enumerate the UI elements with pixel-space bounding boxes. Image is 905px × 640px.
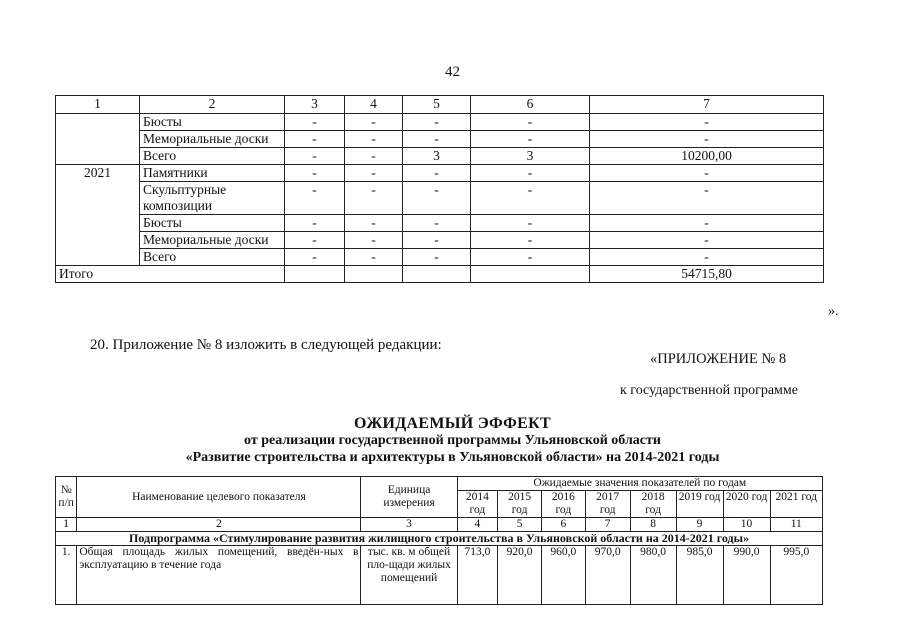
value-cell: - [285, 232, 345, 249]
value-cell: - [590, 249, 824, 266]
program-name: «Развитие строительства и архитектуры в Ульяновской области» на 2014-2021 годы [185, 450, 720, 465]
value-cell: - [403, 215, 471, 232]
total-value: 54715,80 [590, 266, 824, 283]
value-cell: - [403, 232, 471, 249]
column-number: 10 [723, 518, 770, 532]
column-number: 8 [630, 518, 676, 532]
value-cell: - [345, 114, 403, 131]
year-header: 2017 год [585, 491, 630, 518]
value-cell: - [345, 182, 403, 215]
value-cell: - [285, 148, 345, 165]
year-header: 2019 год [676, 491, 723, 518]
expected-effect-table [55, 476, 823, 605]
header-cell: 4 [345, 96, 403, 114]
column-number-row [56, 518, 823, 532]
year-header: 2016 год [541, 491, 585, 518]
column-number: 6 [541, 518, 585, 532]
value-cell: 995,0 [770, 546, 823, 605]
header-cell: 3 [285, 96, 345, 114]
page-number: 42 [445, 64, 460, 80]
table-row [56, 131, 824, 148]
value-cell: - [590, 182, 824, 215]
num-header: № п/п [56, 477, 77, 518]
row-number: 1. [56, 546, 77, 605]
closing-quote: ». [828, 304, 839, 319]
category-cell: Скульптурные композиции [140, 182, 285, 215]
table-row [56, 114, 824, 131]
table-row [56, 249, 824, 266]
table-header-row [56, 477, 823, 491]
category-cell: Памятники [140, 165, 285, 182]
column-number: 11 [770, 518, 823, 532]
column-number: 9 [676, 518, 723, 532]
value-cell: - [590, 114, 824, 131]
document-title: ОЖИДАЕМЫЙ ЭФФЕКТ [354, 415, 551, 432]
table-row [56, 546, 823, 605]
value-cell: - [403, 249, 471, 266]
value-cell: 970,0 [585, 546, 630, 605]
category-cell: Всего [140, 249, 285, 266]
document-subtitle: от реализации государственной программы Ульяновской области [244, 433, 661, 448]
value-cell: - [285, 165, 345, 182]
value-cell: 3 [471, 148, 590, 165]
table-row [56, 232, 824, 249]
appendix-heading: «ПРИЛОЖЕНИЕ № 8 [650, 351, 787, 367]
header-cell: 7 [590, 96, 824, 114]
value-cell: - [403, 131, 471, 148]
total-row [56, 266, 824, 283]
year-header: 2021 год [770, 491, 823, 518]
value-cell: - [345, 165, 403, 182]
value-cell: - [345, 249, 403, 266]
value-cell: - [471, 131, 590, 148]
table-row [56, 165, 824, 182]
value-cell: - [590, 215, 824, 232]
year-header: 2020 год [723, 491, 770, 518]
value-cell: 713,0 [457, 546, 498, 605]
paragraph-20: 20. Приложение № 8 изложить в следующей редакции: [90, 337, 442, 353]
table-row [56, 182, 824, 215]
column-number: 3 [361, 518, 457, 532]
category-cell: Бюсты [140, 114, 285, 131]
table-row [56, 215, 824, 232]
column-number: 1 [56, 518, 77, 532]
value-cell: - [471, 215, 590, 232]
value-cell: - [590, 165, 824, 182]
table-row [56, 148, 824, 165]
value-cell: - [403, 182, 471, 215]
value-cell: - [471, 232, 590, 249]
value-cell: 985,0 [676, 546, 723, 605]
value-cell: 990,0 [723, 546, 770, 605]
header-cell: 2 [140, 96, 285, 114]
unit-header: Единица измерения [361, 477, 457, 518]
category-cell: Мемориальные доски [140, 131, 285, 148]
value-cell: - [285, 131, 345, 148]
subprogram-row [56, 532, 823, 546]
value-cell: - [345, 131, 403, 148]
value-cell: - [285, 182, 345, 215]
value-cell: - [471, 114, 590, 131]
value-cell: - [285, 249, 345, 266]
value-cell: - [285, 215, 345, 232]
column-number: 4 [457, 518, 498, 532]
total-label: Итого [56, 266, 285, 283]
value-cell: - [345, 215, 403, 232]
monuments-table [55, 95, 824, 283]
value-cell: 960,0 [541, 546, 585, 605]
value-cell: - [471, 165, 590, 182]
value-cell: - [285, 114, 345, 131]
value-cell: 920,0 [498, 546, 542, 605]
table-header-row [56, 96, 824, 114]
header-cell: 6 [471, 96, 590, 114]
year-header: 2014 год [457, 491, 498, 518]
category-cell: Всего [140, 148, 285, 165]
value-cell: - [590, 131, 824, 148]
value-cell: - [345, 148, 403, 165]
value-cell: 10200,00 [590, 148, 824, 165]
unit-cell: тыс. кв. м общей пло-щади жилых помещений [361, 546, 457, 605]
year-header: 2015 год [498, 491, 542, 518]
value-cell: 3 [403, 148, 471, 165]
year-cell [56, 114, 140, 165]
value-cell: - [471, 182, 590, 215]
appendix-subheading: к государственной программе [620, 383, 798, 398]
category-cell: Бюсты [140, 215, 285, 232]
value-cell: - [403, 165, 471, 182]
category-cell: Мемориальные доски [140, 232, 285, 249]
value-cell: - [471, 249, 590, 266]
value-cell: - [345, 232, 403, 249]
year-header: 2018 год [630, 491, 676, 518]
indicator-name: Общая площадь жилых помещений, введён-ных в эксплуатацию в течение года [77, 546, 361, 605]
subprogram-title: Подпрограмма «Стимулирование развития жилищного строительства в Ульяновской области на 2014-2021 годы» [56, 532, 823, 546]
value-cell: - [403, 114, 471, 131]
year-cell: 2021 [56, 165, 140, 266]
column-number: 7 [585, 518, 630, 532]
value-cell: - [590, 232, 824, 249]
column-number: 5 [498, 518, 542, 532]
header-cell: 1 [56, 96, 140, 114]
header-cell: 5 [403, 96, 471, 114]
column-number: 2 [77, 518, 361, 532]
expected-values-header: Ожидаемые значения показателей по годам [457, 477, 822, 491]
indicator-header: Наименование целевого показателя [77, 477, 361, 518]
value-cell: 980,0 [630, 546, 676, 605]
